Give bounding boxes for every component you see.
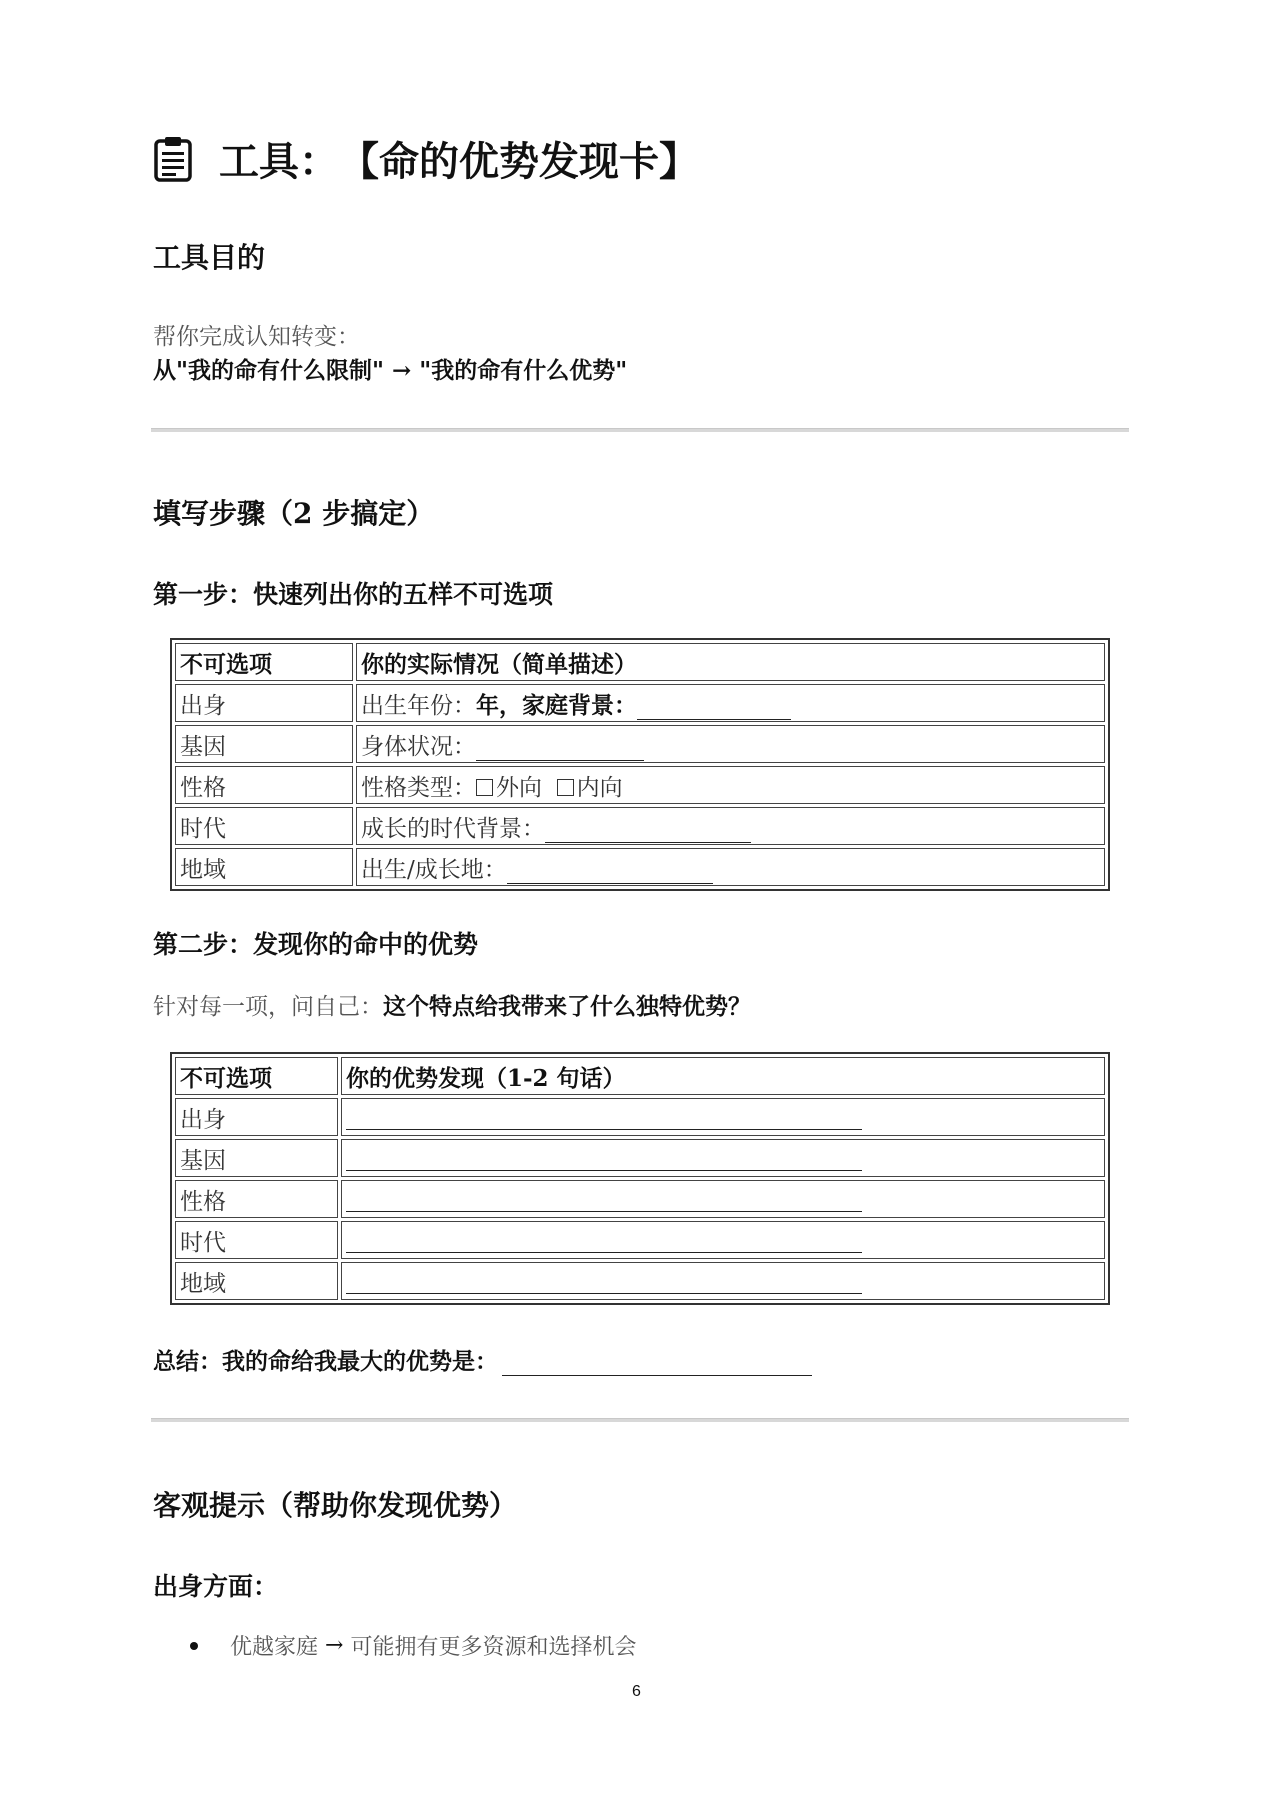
step1-heading: 第一步：快速列出你的五样不可选项: [153, 580, 554, 609]
col-header: 你的优势发现（1-2 句话）: [341, 1057, 1105, 1095]
table-row: [175, 766, 1105, 804]
table-row: [175, 1180, 1105, 1218]
answer-blank[interactable]: [346, 1271, 862, 1294]
table-row: [175, 684, 1105, 722]
page-title: [153, 130, 699, 187]
row-desc: 性格类型： 外向 内向: [356, 766, 1105, 804]
purpose-shift: [153, 352, 627, 385]
row-label: 出身: [175, 684, 353, 722]
row-label: 时代: [175, 807, 353, 845]
table-row: [175, 1139, 1105, 1177]
row-label: 地域: [175, 848, 353, 886]
row-label: 性格: [175, 766, 353, 804]
answer-blank[interactable]: [346, 1148, 862, 1171]
table-row: [175, 1262, 1105, 1300]
step1-table: [170, 638, 1110, 891]
row-desc: 成长的时代背景：: [356, 807, 1105, 845]
row-label: 时代: [175, 1221, 338, 1259]
col-header: 你的实际情况（简单描述）: [356, 643, 1105, 681]
hints-subheading: 出身方面：: [153, 1572, 279, 1601]
purpose-intro: 帮你完成认知转变：: [153, 324, 360, 350]
table-row: [175, 807, 1105, 845]
table-row: [175, 1098, 1105, 1136]
title-text: 【命的优势发现卡】: [339, 138, 699, 185]
row-label: 性格: [175, 1180, 338, 1218]
summary-blank[interactable]: [502, 1353, 812, 1376]
table-row: [175, 1221, 1105, 1259]
arrow-icon: →: [391, 357, 412, 384]
row-label: 出身: [175, 1098, 338, 1136]
hints-heading: 客观提示（帮助你发现优势）: [153, 1489, 518, 1522]
row-desc: 身体状况：: [356, 725, 1105, 763]
row-desc: 出生年份：年，家庭背景：: [356, 684, 1105, 722]
answer-blank[interactable]: [346, 1107, 862, 1130]
answer-blank[interactable]: [346, 1230, 862, 1253]
divider: [151, 428, 1129, 432]
purpose-heading: 工具目的: [153, 241, 266, 274]
step2-prompt: 针对每一项，问自己：这个特点给我带来了什么独特优势？: [153, 993, 751, 1020]
shift-from: 从"我的命有什么限制": [153, 357, 384, 384]
row-answer: [341, 1098, 1105, 1136]
checkbox-icon[interactable]: [557, 779, 574, 796]
summary-line: 总结：我的命给我最大的优势是：: [153, 1343, 812, 1376]
answer-blank[interactable]: [346, 1189, 862, 1212]
shift-to: "我的命有什么优势": [419, 357, 628, 384]
table-header-row: [175, 643, 1105, 681]
row-label: 地域: [175, 1262, 338, 1300]
divider: [151, 1418, 1129, 1422]
step2-table: [170, 1052, 1110, 1305]
col-header: 不可选项: [175, 1057, 338, 1095]
fill-blank[interactable]: [507, 861, 713, 884]
row-answer: [341, 1262, 1105, 1300]
step2-heading: 第二步：发现你的命中的优势: [153, 930, 479, 959]
row-desc: 出生/成长地：: [356, 848, 1105, 886]
checkbox-icon[interactable]: [476, 779, 493, 796]
row-answer: [341, 1139, 1105, 1177]
table-header-row: [175, 1057, 1105, 1095]
row-label: 基因: [175, 725, 353, 763]
steps-heading: 填写步骤（2 步搞定）: [153, 497, 435, 530]
row-label: 基因: [175, 1139, 338, 1177]
fill-blank[interactable]: [476, 738, 644, 761]
fill-blank[interactable]: [637, 697, 791, 720]
fill-blank[interactable]: [545, 820, 751, 843]
col-header: 不可选项: [175, 643, 353, 681]
table-row: [175, 725, 1105, 763]
arrow-icon: →: [325, 1633, 344, 1658]
row-answer: [341, 1180, 1105, 1218]
row-answer: [341, 1221, 1105, 1259]
title-prefix: 工具：: [219, 138, 339, 185]
table-row: [175, 848, 1105, 886]
clipboard-icon: [153, 136, 193, 182]
page-number: 6: [632, 1683, 641, 1700]
list-item: 优越家庭 → 可能拥有更多资源和选择机会: [190, 1630, 636, 1661]
bullet-icon: [190, 1642, 198, 1650]
